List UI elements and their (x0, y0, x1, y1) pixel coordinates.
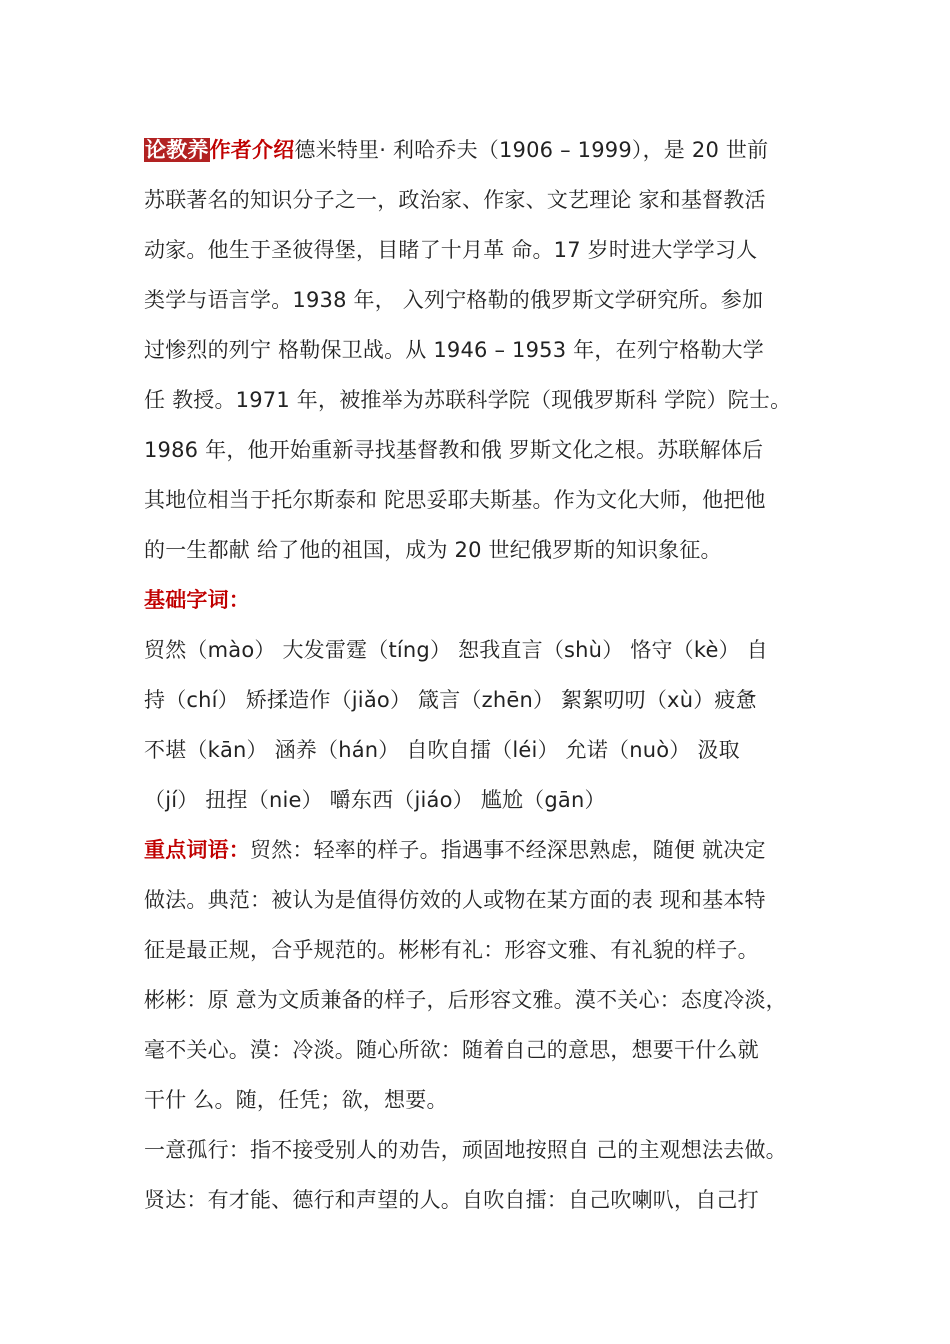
key-words-line: 贤达：有才能、德行和声望的人。自吹自擂：自己吹喇叭，自己打 (144, 1188, 759, 1212)
key-words-line: 一意孤行：指不接受别人的劝告，顽固地按照自 己的主观想法去做。 (144, 1138, 787, 1162)
intro-line: 过惨烈的列宁 格勒保卫战。从 1946 – 1953 年，在列宁格勒大学 (144, 338, 764, 362)
intro-line: 苏联著名的知识分子之一，政治家、作家、文艺理论 家和基督教活 (144, 188, 766, 212)
key-words-line: 做法。典范：被认为是值得仿效的人或物在某方面的表 现和基本特 (144, 888, 766, 912)
key-words-line-1 (144, 825, 844, 875)
key-words-heading: 重点词语： (144, 838, 250, 862)
basic-words-line: （jí） 扭捏（nie） 嚼东西（jiáo） 尴尬（gān） (144, 788, 606, 812)
author-heading: 作者介绍 (209, 138, 295, 162)
key-words-text: 贸然：轻率的样子。指遇事不经深思熟虑，随便 就决定 (250, 838, 766, 862)
basic-words-line: 贸然（mào） 大发雷霆（tíng） 恕我直言（shù） 恪守（kè） 自 (144, 638, 768, 662)
basic-words-line: 持（chí） 矫揉造作（jiǎo） 箴言（zhēn） 絮絮叨叨（xù）疲惫 (144, 688, 757, 712)
document-content (144, 125, 844, 1225)
intro-line: 动家。他生于圣彼得堡，目睹了十月革 命。17 岁时进大学学习人 (144, 238, 758, 262)
intro-line-1 (144, 125, 844, 175)
key-words-line: 彬彬：原 意为文质兼备的样子，后形容文雅。漠不关心：态度冷淡， (144, 988, 787, 1012)
basic-words-line: 不堪（kān） 涵养（hán） 自吹自擂（léi） 允诺（nuò） 汲取 (144, 738, 740, 762)
intro-line: 任 教授。1971 年，被推举为苏联科学院（现俄罗斯科 学院）院士。 (144, 388, 792, 412)
document-title: 论教养 (145, 138, 209, 162)
basic-words-heading: 基础字词： (144, 588, 250, 612)
intro-line: 类学与语言学。1938 年， 入列宁格勒的俄罗斯文学研究所。参加 (144, 288, 764, 312)
intro-line: 1986 年，他开始重新寻找基督教和俄 罗斯文化之根。苏联解体后 (144, 438, 764, 462)
key-words-line: 征是最正规，合乎规范的。彬彬有礼：形容文雅、有礼貌的样子。 (144, 938, 759, 962)
intro-text: 德米特里· 利哈乔夫（1906 – 1999），是 20 世前 (294, 138, 769, 162)
intro-line: 的一生都献 给了他的祖国，成为 20 世纪俄罗斯的知识象征。 (144, 538, 722, 562)
key-words-line: 干什 么。随，任凭；欲，想要。 (144, 1088, 448, 1112)
key-words-line: 毫不关心。漠：冷淡。随心所欲：随着自己的意思，想要干什么就 (144, 1038, 759, 1062)
intro-line: 其地位相当于托尔斯泰和 陀思妥耶夫斯基。作为文化大师，他把他 (144, 488, 766, 512)
